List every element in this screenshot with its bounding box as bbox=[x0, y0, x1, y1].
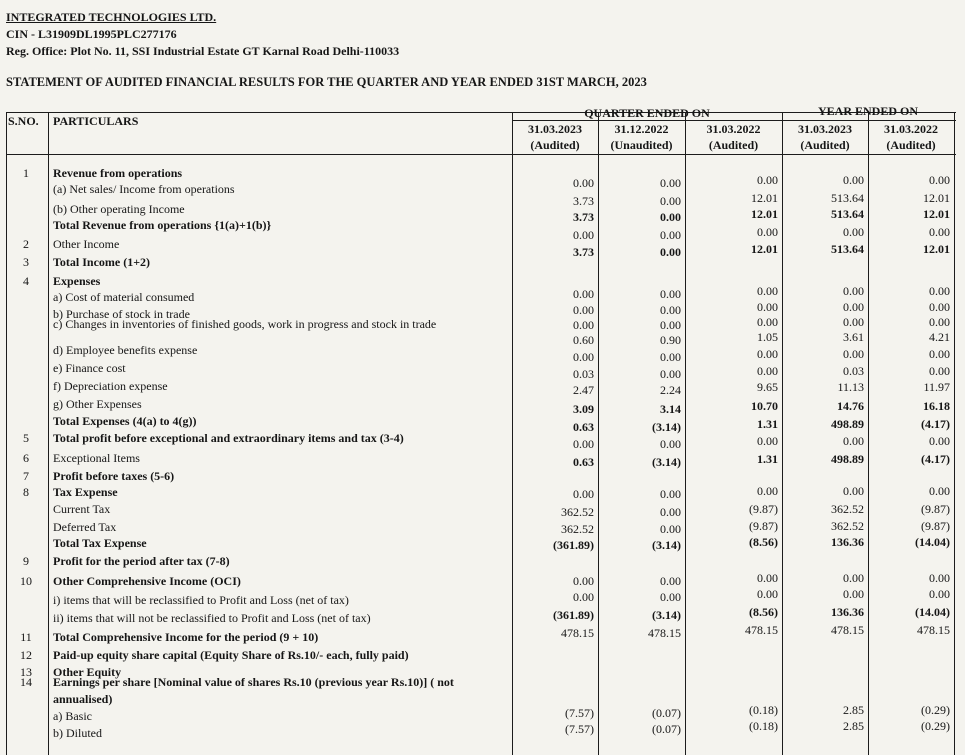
cell-value: 0.03 bbox=[573, 367, 594, 381]
cell-value: 12.01 bbox=[923, 242, 950, 256]
cell-value: 12.01 bbox=[751, 207, 778, 221]
row-label: Other Income bbox=[53, 237, 120, 251]
cell-value: 0.00 bbox=[660, 350, 681, 364]
sno-divider bbox=[48, 112, 49, 755]
cell-value: 0.00 bbox=[573, 487, 594, 501]
cell-value: 0.00 bbox=[843, 347, 864, 361]
row-sno: 10 bbox=[20, 574, 32, 588]
cell-value: (8.56) bbox=[749, 605, 778, 619]
cell-value: (3.14) bbox=[652, 455, 681, 469]
company-name: INTEGRATED TECHNOLOGIES LTD. bbox=[6, 10, 217, 24]
cell-value: (0.18) bbox=[749, 703, 778, 717]
row-sno: 13 bbox=[20, 665, 32, 679]
cell-value: 0.00 bbox=[929, 587, 950, 601]
row-sno: 1 bbox=[23, 166, 29, 180]
cell-value: 0.00 bbox=[573, 350, 594, 364]
cell-value: (361.89) bbox=[553, 608, 594, 622]
cell-value: 362.52 bbox=[561, 522, 594, 536]
cell-value: (361.89) bbox=[553, 538, 594, 552]
cell-value: (7.57) bbox=[565, 722, 594, 736]
row-label: Total profit before exceptional and extraordinary items and tax (3-4) bbox=[53, 431, 404, 445]
col5-status: (Audited) bbox=[886, 138, 936, 152]
row-sno: 5 bbox=[23, 431, 29, 445]
row-label: Profit for the period after tax (7-8) bbox=[53, 554, 230, 568]
row-sno: 8 bbox=[23, 485, 29, 499]
cell-value: 3.09 bbox=[573, 402, 594, 416]
row-label: Total Income (1+2) bbox=[53, 255, 151, 269]
cell-value: 0.60 bbox=[573, 333, 594, 347]
cell-value: 0.00 bbox=[929, 225, 950, 239]
quarter-ended-header: QUARTER ENDED ON bbox=[584, 106, 710, 120]
col1-status: (Audited) bbox=[530, 138, 580, 152]
cell-value: (9.87) bbox=[921, 502, 950, 516]
cell-value: (3.14) bbox=[652, 608, 681, 622]
cell-value: 0.00 bbox=[929, 173, 950, 187]
row-label: a) Basic bbox=[53, 709, 92, 723]
cell-value: 0.63 bbox=[573, 455, 594, 469]
row-sno: 7 bbox=[23, 469, 29, 483]
particulars-divider bbox=[512, 112, 513, 755]
row-label: Profit before taxes (5-6) bbox=[53, 469, 175, 483]
cell-value: 0.00 bbox=[757, 225, 778, 239]
col3-date: 31.03.2022 bbox=[706, 122, 761, 136]
col2-divider bbox=[685, 112, 686, 755]
cell-value: 0.00 bbox=[660, 176, 681, 190]
cell-value: 0.00 bbox=[660, 194, 681, 208]
row-label: Total Comprehensive Income for the period (9 + 10) bbox=[53, 630, 319, 644]
row-label: Earnings per share [Nominal value of shares Rs.10 (previous year Rs.10)] ( not bbox=[53, 675, 454, 689]
cell-value: 513.64 bbox=[831, 242, 864, 256]
row-label: ii) items that will not be reclassified to Profit and Loss (net of tax) bbox=[53, 611, 371, 625]
cell-value: 0.00 bbox=[573, 437, 594, 451]
cell-value: 0.00 bbox=[573, 287, 594, 301]
cell-value: 3.73 bbox=[573, 245, 594, 259]
cell-value: 0.00 bbox=[660, 574, 681, 588]
cell-value: (7.57) bbox=[565, 706, 594, 720]
row-label: e) Finance cost bbox=[53, 361, 126, 375]
col4-date: 31.03.2023 bbox=[798, 122, 852, 136]
cell-value: 0.00 bbox=[757, 347, 778, 361]
cell-value: 0.00 bbox=[660, 505, 681, 519]
cell-value: 0.00 bbox=[757, 484, 778, 498]
registered-office: Reg. Office: Plot No. 11, SSI Industrial Estate GT Karnal Road Delhi-110033 bbox=[6, 44, 400, 58]
header-bottom-border bbox=[6, 154, 956, 155]
cell-value: 0.00 bbox=[757, 571, 778, 585]
cell-value: 11.13 bbox=[837, 380, 864, 394]
row-label: Total Revenue from operations {1(a)+1(b)} bbox=[53, 218, 272, 232]
row-sno: 2 bbox=[23, 237, 29, 251]
cell-value: 12.01 bbox=[751, 242, 778, 256]
cell-value: 3.14 bbox=[660, 402, 681, 416]
cell-value: 3.73 bbox=[573, 194, 594, 208]
cell-value: 0.00 bbox=[573, 590, 594, 604]
cell-value: 1.31 bbox=[757, 417, 778, 431]
row-sno: 14 bbox=[20, 675, 32, 689]
row-label: Other Equity bbox=[53, 665, 122, 679]
cell-value: 3.61 bbox=[843, 330, 864, 344]
row-label: (a) Net sales/ Income from operations bbox=[53, 182, 235, 196]
cell-value: (0.07) bbox=[652, 722, 681, 736]
row-label: d) Employee benefits expense bbox=[53, 343, 198, 357]
cell-value: 0.00 bbox=[660, 318, 681, 332]
cell-value: 0.00 bbox=[757, 364, 778, 378]
cell-value: 362.52 bbox=[561, 505, 594, 519]
cell-value: 2.24 bbox=[660, 383, 681, 397]
cell-value: 0.90 bbox=[660, 333, 681, 347]
cell-value: 498.89 bbox=[831, 417, 864, 431]
col5-date: 31.03.2022 bbox=[884, 122, 938, 136]
cell-value: 2.47 bbox=[573, 383, 594, 397]
row-label: Expenses bbox=[53, 274, 101, 288]
cell-value: (3.14) bbox=[652, 420, 681, 434]
col4-status: (Audited) bbox=[800, 138, 850, 152]
row-label: b) Diluted bbox=[53, 726, 102, 740]
sno-header: S.NO. bbox=[8, 114, 39, 128]
cell-value: 9.65 bbox=[757, 380, 778, 394]
row-label: Current Tax bbox=[53, 502, 111, 516]
cell-value: 0.00 bbox=[929, 315, 950, 329]
cell-value: 136.36 bbox=[831, 535, 864, 549]
col2-status: (Unaudited) bbox=[610, 138, 673, 152]
cell-value: 0.63 bbox=[573, 420, 594, 434]
row-sno: 11 bbox=[20, 630, 32, 644]
cell-value: 10.70 bbox=[751, 399, 778, 413]
row-label: c) Changes in inventories of finished goods, work in progress and stock in trade bbox=[53, 317, 437, 331]
cell-value: 4.21 bbox=[929, 330, 950, 344]
cell-value: 16.18 bbox=[923, 399, 950, 413]
row-label: f) Depreciation expense bbox=[53, 379, 168, 393]
cell-value: 0.00 bbox=[843, 484, 864, 498]
cell-value: 0.00 bbox=[929, 300, 950, 314]
cell-value: 0.00 bbox=[843, 173, 864, 187]
cell-value: 1.31 bbox=[757, 452, 778, 466]
cell-value: 0.00 bbox=[660, 228, 681, 242]
cell-value: (4.17) bbox=[921, 417, 950, 431]
cell-value: 0.00 bbox=[929, 347, 950, 361]
row-label: annualised) bbox=[53, 692, 113, 706]
cell-value: (3.14) bbox=[652, 538, 681, 552]
cell-value: 136.36 bbox=[831, 605, 864, 619]
cell-value: 3.73 bbox=[573, 210, 594, 224]
cell-value: 478.15 bbox=[745, 623, 778, 637]
col4-divider bbox=[868, 112, 869, 755]
cell-value: 0.00 bbox=[843, 300, 864, 314]
cell-value: 0.00 bbox=[660, 287, 681, 301]
cell-value: (9.87) bbox=[749, 519, 778, 533]
particulars-header: PARTICULARS bbox=[53, 114, 139, 128]
cell-value: 513.64 bbox=[831, 191, 864, 205]
cell-value: 0.00 bbox=[660, 245, 681, 259]
cell-value: 0.00 bbox=[843, 434, 864, 448]
cell-value: 12.01 bbox=[923, 191, 950, 205]
cell-value: 0.00 bbox=[660, 367, 681, 381]
col2-date: 31.12.2022 bbox=[614, 122, 669, 136]
row-sno: 9 bbox=[23, 554, 29, 568]
col3-status: (Audited) bbox=[708, 138, 759, 152]
col3-divider bbox=[782, 112, 783, 755]
row-sno: 6 bbox=[23, 451, 29, 465]
cell-value: 0.00 bbox=[660, 590, 681, 604]
cell-value: 0.00 bbox=[929, 434, 950, 448]
cell-value: (0.29) bbox=[921, 719, 950, 733]
row-label: Revenue from operations bbox=[53, 166, 183, 180]
row-label: Paid-up equity share capital (Equity Share of Rs.10/- each, fully paid) bbox=[53, 648, 409, 662]
cell-value: 12.01 bbox=[751, 191, 778, 205]
cell-value: 0.00 bbox=[757, 315, 778, 329]
cell-value: (9.87) bbox=[749, 502, 778, 516]
row-label: Exceptional Items bbox=[53, 451, 140, 465]
cell-value: 498.89 bbox=[831, 452, 864, 466]
row-label: Tax Expense bbox=[53, 485, 118, 499]
row-label: Total Tax Expense bbox=[53, 536, 147, 550]
cell-value: 0.00 bbox=[843, 284, 864, 298]
cell-value: 12.01 bbox=[923, 207, 950, 221]
cell-value: (0.07) bbox=[652, 706, 681, 720]
row-label: Other Comprehensive Income (OCI) bbox=[53, 574, 241, 588]
cell-value: (8.56) bbox=[749, 535, 778, 549]
cell-value: 478.15 bbox=[917, 623, 950, 637]
cell-value: (14.04) bbox=[915, 535, 950, 549]
cell-value: 478.15 bbox=[648, 626, 681, 640]
cell-value: 0.00 bbox=[843, 225, 864, 239]
cell-value: 0.00 bbox=[660, 303, 681, 317]
cell-value: 0.00 bbox=[929, 571, 950, 585]
cell-value: 513.64 bbox=[831, 207, 864, 221]
row-sno: 3 bbox=[23, 255, 29, 269]
cin-number: CIN - L31909DL1995PLC277176 bbox=[6, 27, 177, 41]
row-label: Total Expenses (4(a) to 4(g)) bbox=[53, 414, 197, 428]
row-label: (b) Other operating Income bbox=[53, 202, 185, 216]
table-right-border bbox=[954, 112, 955, 755]
cell-value: 362.52 bbox=[831, 502, 864, 516]
row-label: a) Cost of material consumed bbox=[53, 290, 195, 304]
row-label: Deferred Tax bbox=[53, 520, 117, 534]
cell-value: 478.15 bbox=[561, 626, 594, 640]
cell-value: 478.15 bbox=[831, 623, 864, 637]
cell-value: 0.00 bbox=[757, 284, 778, 298]
row-label: i) items that will be reclassified to Profit and Loss (net of tax) bbox=[53, 593, 349, 607]
cell-value: 0.00 bbox=[573, 228, 594, 242]
cell-value: 0.00 bbox=[757, 434, 778, 448]
cell-value: 0.00 bbox=[660, 487, 681, 501]
row-sno: 4 bbox=[23, 274, 29, 288]
cell-value: 0.00 bbox=[660, 210, 681, 224]
cell-value: (14.04) bbox=[915, 605, 950, 619]
cell-value: 0.00 bbox=[929, 364, 950, 378]
cell-value: 0.00 bbox=[757, 173, 778, 187]
cell-value: (9.87) bbox=[921, 519, 950, 533]
cell-value: 0.00 bbox=[660, 522, 681, 536]
cell-value: 2.85 bbox=[843, 719, 864, 733]
col1-date: 31.03.2023 bbox=[528, 122, 582, 136]
cell-value: 0.03 bbox=[843, 364, 864, 378]
row-sno: 12 bbox=[20, 648, 32, 662]
cell-value: 11.97 bbox=[923, 380, 950, 394]
cell-value: (0.18) bbox=[749, 719, 778, 733]
cell-value: 0.00 bbox=[573, 574, 594, 588]
cell-value: (0.29) bbox=[921, 703, 950, 717]
cell-value: 0.00 bbox=[660, 437, 681, 451]
cell-value: 0.00 bbox=[929, 284, 950, 298]
year-ended-header: YEAR ENDED ON bbox=[817, 104, 918, 118]
cell-value: (4.17) bbox=[921, 452, 950, 466]
cell-value: 0.00 bbox=[757, 587, 778, 601]
cell-value: 1.05 bbox=[757, 330, 778, 344]
financial-results-table bbox=[6, 104, 956, 755]
cell-value: 0.00 bbox=[757, 300, 778, 314]
row-label: g) Other Expenses bbox=[53, 397, 142, 411]
col1-divider bbox=[598, 112, 599, 755]
cell-value: 0.00 bbox=[843, 571, 864, 585]
cell-value: 2.85 bbox=[843, 703, 864, 717]
cell-value: 0.00 bbox=[843, 315, 864, 329]
cell-value: 0.00 bbox=[929, 484, 950, 498]
statement-title: STATEMENT OF AUDITED FINANCIAL RESULTS FOR THE QUARTER AND YEAR ENDED 31ST MARCH, 2023 bbox=[6, 75, 647, 89]
row-label: b) Purchase of stock in trade bbox=[53, 307, 190, 321]
cell-value: 362.52 bbox=[831, 519, 864, 533]
cell-value: 0.00 bbox=[573, 303, 594, 317]
cell-value: 14.76 bbox=[837, 399, 864, 413]
cell-value: 0.00 bbox=[573, 318, 594, 332]
cell-value: 0.00 bbox=[843, 587, 864, 601]
cell-value: 0.00 bbox=[573, 176, 594, 190]
